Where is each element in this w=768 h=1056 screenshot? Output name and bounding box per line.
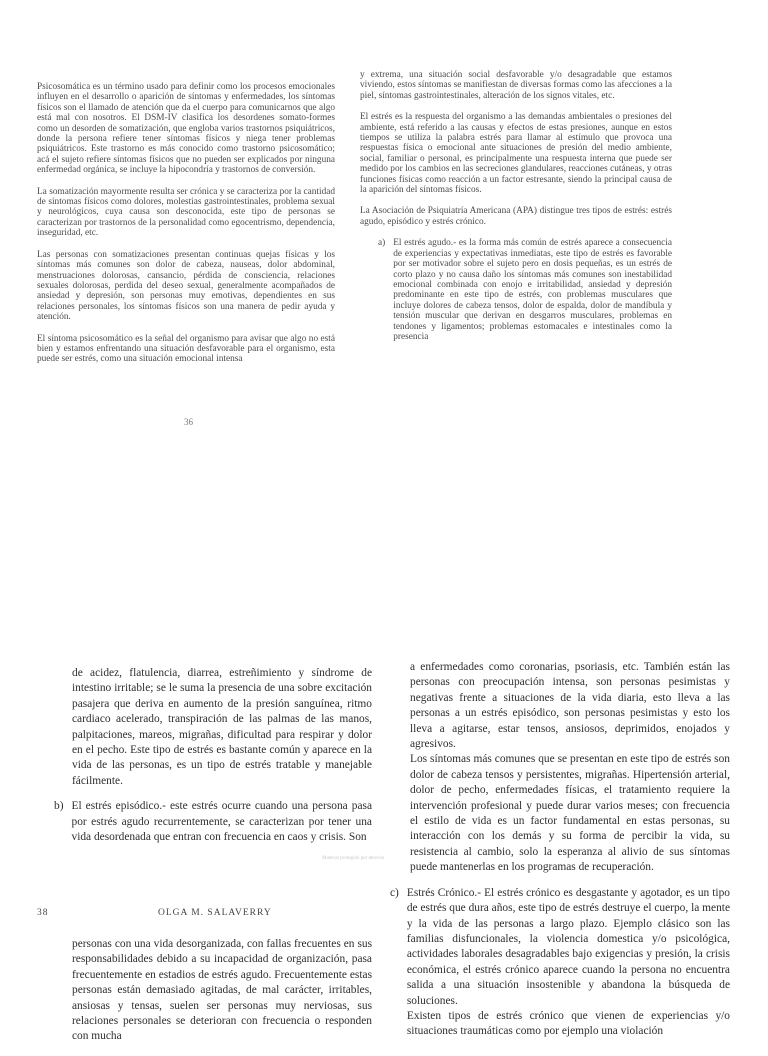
bottom-right-column	[390, 660, 730, 1040]
list-item	[54, 799, 372, 845]
paragraph: La somatización mayormente resulta ser crónica y se caracteriza por la cantidad de síntomas físicos como dolores, molestias gastrointestinales, problema sexual y neurológicos, cuya causa son desconocida, este tipo de personas se caracterizan por trastornos de la personalidad como egocentrismo, dependencia, inseguridad, etc.	[37, 186, 335, 239]
list-marker: c)	[390, 886, 399, 899]
list-item-text: Estrés Crónico.- El estrés crónico es desgastante y agotador, es un tipo de estrés que dura años, este tipo de estrés destruye el cuerpo, la mente y la vida de las personas a largo plazo. Ejemplo clásico son las familias disfuncionales, la violencia domestica y/o psicológica, actividades laborales desagradables bajo exigencias y presión, la crisis económica, el estrés crónico aparece cuando la persona no encuentra salida a una situación insostenible y abandona la búsqueda de soluciones.	[406, 886, 730, 1007]
list-item-body	[407, 886, 730, 1040]
paragraph: El estrés es la respuesta del organismo a las demandas ambientales o presiones del ambiente, está referido a las causas y efectos de estas presiones, aunque en estos tiempos se utiliza la palabra estrés para llamar al estímulo que provoca una respuestas física o emocional ante situaciones de presión del medio ambiente, social, familiar o personal, es principalmente una respuesta interna que puede ser medido por los cambios en las secreciones glandulares, reacciones cutáneas, y otras funciones físicas como reacción a un factor estresante, siendo la principal causa de la aparición del síntomas físicos.	[360, 112, 672, 196]
paragraph: Psicosomática es un término usado para definir como los procesos emocionales influyen en el desarrollo o aparición de síntomas y enfermedades, los síntomas físicos son el llamado de atención que da el cuerpo para comunicarnos que algo está mal con nosotros. El DSM-IV clasifica los desordenes somato-formes como un desorden de somatización, que engloba varios trastornos psiquiátricos, donde la persona refiere tener síntomas físicos y niega tener problemas psiquiátricos. Este trastorno es más conocido como trastorno psicosomático; acá el sujeto refiere síntomas físicos que no pueden ser explicados por ninguna enfermedad orgánica, se incluye la hipocondría y trastornos de conversión.	[37, 82, 335, 176]
paragraph: a enfermedades como coronarias, psoriasis, etc. También están las personas con preocupación intensa, son personas pesimistas y negativas frente a situaciones de la vida diaria, esto lleva a las personas a un estrés episódico, son personas pesimistas y esto los lleva a agitarse, estar tensos, ansiosos, deprimidos, enojados y agresivos.	[410, 661, 730, 751]
bottom-left-upper-column	[54, 666, 372, 845]
paragraph: El síntoma psicosomático es la señal del organismo para avisar que algo no está bien y estamos enfrentando una situación desfavorable para el organismo, esta puede ser estrés, como una situación emocional intensa	[37, 333, 335, 365]
list-item-text: El estrés episódico.- este estrés ocurre cuando una persona pasa por estrés agudo recurrentemente, se caracterizan por tener una vida desordenada que entran con frecuencia en caos y crisis. Son	[71, 800, 372, 844]
paragraph: y extrema, una situación social desfavorable y/o desagradable que estamos viviendo, estos síntomas se manifiestan de diversas formas como las afecciones a la piel, síntomas gastrointestinales, alteración de los signos vitales, etc.	[360, 70, 672, 101]
paragraph: de acidez, flatulencia, diarrea, estreñimiento y síndrome de intestino irritable; se le suma la presencia de una sobre excitación pasajera que deriva en aumento de la presión sanguínea, ritmo cardiaco acelerado, transpiración de las palmas de las manos, palpitaciones, mareos, migrañas, dificultad para respirar y dolor en el pecho. Este tipo de estrés es bastante común y aparece en la vida de las personas, es un tipo de estrés tratable y manejable fácilmente.	[72, 667, 372, 787]
running-header: OLGA M. SALAVERRY	[158, 908, 272, 918]
list-item	[390, 886, 730, 1040]
top-right-column	[360, 70, 672, 342]
paragraph: personas con una vida desorganizada, con fallas frecuentes en sus responsabilidades debido a su incapacidad de organización, pasa frecuentemente en estadios de estrés agudo. Frecuentemente estas personas están demasiado agitadas, de mal carácter, irritables, ansiosas y tensas, suelen ser personas muy nerviosas, sus relaciones personales se deterioran con frecuencia o responden con mucha	[72, 938, 372, 1043]
bottom-left-lower-column	[72, 937, 372, 1056]
paragraph: Las personas con somatizaciones presentan continuas quejas físicas y los síntomas más comunes son dolor de cabeza, nauseas, dolor abdominal, menstruaciones dolorosas, cansancio, pérdida de consciencia, relaciones sexuales dolorosas, perdida del deseo sexual, generalmente acompañados de ansiedad y depresión, son personas muy emotivas, dependientes en sus relaciones personales, los síntomas físicos son una manera de pedir ayuda y atención.	[37, 249, 335, 323]
paragraph: Los síntomas más comunes que se presentan en este tipo de estrés son dolor de cabeza tensos y persistentes, migrañas. Hipertensión arterial, dolor de pecho, enfermedades físicas, el tratamiento requiere la intervención profesional y puede durar varios meses; con frecuencia el estilo de vida es un factor fundamental en estas personas, su interacción con los demás y su forma de percibir la vida, su resistencia al cambio, solo la esperanza al alivio de sus síntomas puede mantenerlas en los programas de recuperación.	[410, 753, 730, 874]
list-item-text: El estrés agudo.- es la forma más común de estrés aparece a consecuencia de experiencias y expectativas inmediatas, este tipo de estrés es favorable por ser motivador sobre el sujeto pero en dosis pequeñas, es un estrés de corto plazo y no causa daño los síntomas más comunes son inestabilidad emocional combinada con enojo e irritabilidad, ansiedad y depresión predominante en este tipo de estrés, con problemas musculares que incluye dolores de cabeza tensos, dolor de espalda, dolor de mandíbula y tensión muscular que derivan en desgarros musculares, problemas en tendones y ligamentos; problemas estomacales e intestinales como la presencia	[393, 238, 672, 342]
watermark: Material protegido por derecho	[322, 856, 385, 861]
top-left-column	[37, 82, 335, 376]
list-item	[378, 238, 672, 342]
page-number: 38	[37, 908, 49, 918]
list-item-text: Existen tipos de estrés crónico que vienen de experiencias y/o situaciones traumáticas como por ejemplo una violación	[406, 1009, 730, 1038]
cut-off-text: 36	[184, 417, 193, 427]
list-marker: b)	[54, 800, 64, 813]
paragraph: La Asociación de Psiquiatría Americana (APA) distingue tres tipos de estrés: estrés agudo, episódico y estrés crónico.	[360, 206, 672, 227]
list-marker: a)	[378, 238, 386, 249]
